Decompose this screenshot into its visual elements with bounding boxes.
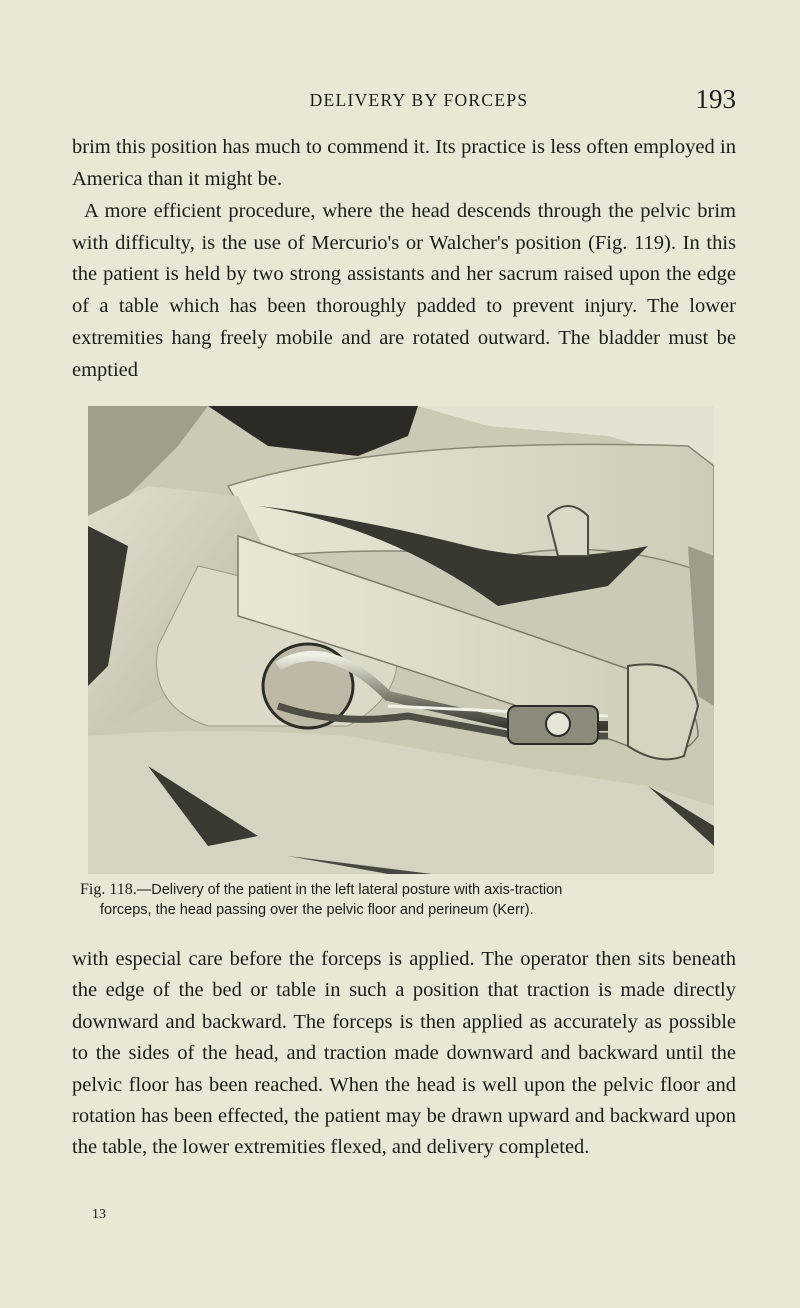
page-number: 193 — [695, 84, 736, 114]
paragraph-2: A more efficient procedure, where the head descends through the pelvic brim with difficulty, is the use of Mercurio's or Walcher's position (Fig. 119). In this the patient is held by two strong assistants and her sacrum raised upon the edge of a table which has been thoroughly padded to prevent injury. The lower extremities hang freely mobile and are rotated outward. The bladder must be emptied — [72, 200, 736, 381]
signature-mark: 13 — [92, 1207, 106, 1222]
running-head — [72, 84, 736, 118]
caption-line-2: forceps, the head passing over the pelvic floor and perineum (Kerr). — [100, 902, 534, 918]
figure-label: Fig. 118. — [80, 881, 137, 898]
paragraph-3: with especial care before the forceps is applied. The operator then sits beneath the edge of the bed or table in such a position that traction is made directly downward and backward. The forceps is then applied as accurately as possible to the sides of the head, and traction made downward and backward until the pelvic floor has been reached. When the head is well upon the pelvic floor and rotation has been effected, the patient may be drawn upward and backward upon the table, the lower extremities flexed, and delivery completed. — [72, 948, 736, 1159]
figure-caption — [80, 880, 730, 920]
forceps-delivery-illustration — [88, 406, 714, 874]
figure-illustration — [88, 406, 714, 874]
paragraph-1: brim this position has much to commend it. Its practice is less often employed in America than it might be. — [72, 136, 736, 190]
caption-line-1 — [80, 880, 730, 900]
caption-text-1: —Delivery of the patient in the left lateral posture with axis-traction — [136, 882, 563, 898]
running-title: DELIVERY BY FORCEPS — [309, 90, 529, 110]
